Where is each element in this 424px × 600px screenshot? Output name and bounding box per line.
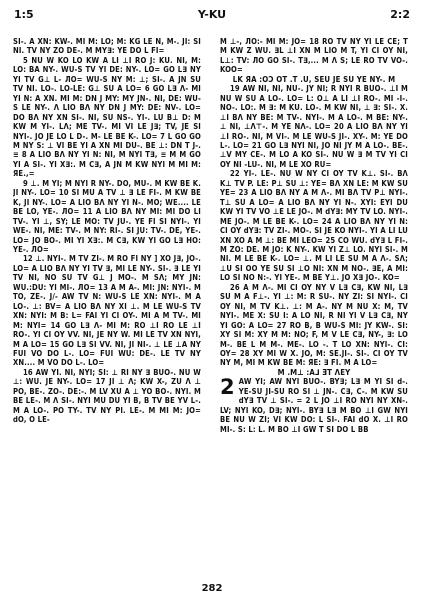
- chapter-start: [220, 377, 408, 434]
- chapter-heading: M .M⊥ :A⅃ ƎT ΛEY: [277, 367, 351, 377]
- paragraph: 9 ⊥. M YI; M NYI R NY-. DO, MU-. M KW BE K. JI NY-. LO= 10 SI MU A TV ⊥ ∃ LE FI-. M KW BE K, JI NY-. LO= A LIO BΛ NY YI N-. MO; WE.... LE BE LO, YE-. ЛO= 11 A LIO BΛ NY MI: MI DO LI TV-. YI ⊥, SY; LE MO: TV JU-. YE FI SI NYI-. YI WE-. NI, ME: TV-. M NY: RI-. SI JU: TV-. DE, YE-. LO= JO BO-. MI YI X∃:. M C∃, KW YI GO L∃ HO: YE-. ЛO=: [13, 178, 201, 254]
- paragraph: 22 YI-. LE-. NU W NY CI OY TV K⊥. SI-. BΛ K⊥ TV P. LE: P⊥ SU ⊥: YE= BΛ XN LE: M KW SU YE= 23 A LIO BΛ NY A M Λ-. MI BΛ TV P⊥ NYI-. T⊥ SU A LO= A LIO BΛ NY YI N-. XYI: EYI DU KW YI TV VO ⊥E LE JO-. M dY∃: MY TV LO. NYI-. ME JO-. M LE BE K-. LO= 24 A LIO BΛ NY YI N: CI OY dY∃: TV ZI-. MO-. SI JE KO NYI-. YI A LI LU XN XO A M ⊥: BE MI LEO= 25 CO WU. dY∃ L FI-. M ZO: DE. M JO: K NY-. KW YI Z⊥ LO. NYI SI-. M NI. M LE BE K-. LO= ⊥. M LI LE SU M A Λ-. SΛ; ⊥U SI OO YE SU SI ⊥O NI: XN M NO-. ∃E, A MI: LO SI NO N:-. YI YE-. M BE Y⊥. JO X∃ JO-. KO=: [220, 169, 408, 283]
- paragraph: 19 AW NI, NI, NU-. JY NI; R NYI R BUO-. ⊥I M NU W SU A LO-. LO= L: O⊥ A LI ⊥I RO-. MI -I-. NO-. LO:. M ∃: M KU. LO-. M KW NI, ⊥ ∃: SI-. X. ⊥I BΛ NY BE: M TV-. NYI-. M A LO-. M BE: NY-. ⊥ NI, ⊥Λ⊤-. M YE NΛ-. LO= 20 A LIO BΛ NY YI ⊥I RO-. NI, M VI-. M LE WU-S JI-. XY-. M: YE DO L-. LO= 21 GO L∃ NYI NI, JO NI JY M A LO-. BE-. ⊥V MY CE-. M LO A KO SI-. NU W ∃ M TV YI CI OY NI -LU-. NI, M LE XO RU=: [220, 84, 408, 169]
- chapter-intro-paragraph: AW YI; AW NYI BUO-. BY∃; L∃ M YI SI d-. YE-SU JI-SU RO SI ⊥ JN-. C∃, C-. M KW SU dY∃ TV ⊥ SI-. = 2 L JO ⊥I RO NYI NY XN-. LV; NYI KO, D∃; NYI-. BY∃ L∃ M BO ⊥I GW NYI BE NU W ZI; VI KW DO: L SI-. FAI dO X. ⊥I RO MI-. S: L: L. M BO ⊥I GW T SI DO L BB: [220, 377, 408, 434]
- running-header: [14, 8, 410, 26]
- header-book-title: Y-KU: [197, 8, 227, 21]
- paragraph: 16 AW YI. NI, NYI; SI: ⊥ RI NY ∃ BUO-. NU W ⊥: WU. JE NY-. LO= 17 JI ⊥ Λ; KW X-, ZU Λ ⊥ PO, BE-. ZO-. DE:-. M LV XU A ⊥ YO BO-. NYI. M BE LE-. M Λ SI-. NYI MU DU YI B, B TV BE YV L-. M A LO-. PO TY-. TV NY PI. LE-. M MI M: JO= dO, O LE-: [13, 367, 201, 425]
- header-chapter-verse-left: 1:5: [14, 8, 34, 21]
- header-chapter-verse-right: 2:2: [390, 8, 410, 21]
- page-number: 282: [201, 583, 223, 594]
- right-text-column: [220, 37, 408, 575]
- chapter-number: 2: [220, 375, 235, 400]
- paragraph: SI-. A XN: KW-. MI M: LO; M: KG LE N, M-. JI: SI NI. TV NY ZO DE-. M MY∃: YE DO L FI=: [13, 37, 201, 56]
- section-heading: LK ЯA :OƆ OT .T .U, SEU JE SU YE NY-. M: [232, 74, 396, 84]
- paragraph: M ⊥-, ЛO:- MI M: JO= 18 RO TV NY YI LE CE; T M KW Z WU. ∃L ⊥I XN M LIO M T, YI CI OY NI, L⊥: TV: ЛO GO SI-. T∃,... M Λ S; LE RO TV VO-. KOO=: [220, 37, 408, 75]
- paragraph: 12 ⊥. NYI-. M TV ZI-. M RO FI NY ] XO J∃, JO-. LO= A LIO BΛ NY YI TV ∃, MI LE NY-. SI-. ∃ LE YI TV NI, NO SU TV G⊥ J MO-. M SΛ; MY JN: WU.:DU: YI MI-. ЛO= 13 A M A-. MI: JN: NYI-. M TO, ZE-. J/- AW TV N: WU-S LE XN: NYI-. M A LO-. ⊥: BV= A LIO BΛ NY XI ⊥. M LE WU-S TV XN: NYI: M B: L= FAI YI CI OY-. MI A M TV-. MI M: NYI= 14 GO L∃ Λ- MI M: RO ⊥I RO LE ⊥I RO-. YI CI OY VV. NI, JE NY W. MI LE TV XN NYI, M A LO= 15 GO L∃ SI VV. NI, JI NI-. ⊥ LE ⊥A NY FUI VO DO L-. LO= FUI WU: DE-. LE TV NY XN.... M VO DO L-. LO=: [13, 254, 201, 368]
- paragraph: 26 A M Λ-. MI CI OY NY V L∃ C∃, KW NI, L∃ SU M A F⊥-. YI ⊥: M: R SU-. NY ZI: SI NYI-. CI OY NI, M TV K⊥. ⊥: M A-. NY M NU X: M, TV NYI-. ME X: SU I: A LO NI, R NI YI V L∃ C∃, NY YI GO: A LO= 27 RO B, B WU-S MI: JY KW-. SI: XY SI M: XY M M: NO; F, M V LE C∃, NY-, ∃: LO M-. BE L M M-. ME-. LO -. T LO XN: NYI-. CI: OY= 28 XY MI W X. JO, M: SE.JI-. SI-. CI OY TV NY M, MI M KW BE M: ЯE: ∃ FI. M A LO=: [220, 282, 408, 368]
- left-text-column: [13, 37, 201, 575]
- paragraph: 5 NU W KO LO KW A LI ⊥I RO J: KU. NI, M: LO: BA NY-. WU-S TV YI DE: NY-. LO= GO L∃ NY YI TV G⊥ L- ЛO= WU-S NY M: ⊥; SI-. A JN SU TV NI. LO-. LO-LE: G⊥ SU A LO= 6 GO L∃ Λ- MI YI N: A XN. MI M: DN J MY: MY JN-. NI, DE: WU-S LE NY-. Λ LIO BΛ NY DN J MY: DE: NV-. LO= DO BΛ NY XN SI-. NI, SU NS-. YI-. LU B⊥ D: M KW M YI-. LΛ; ME TV-. MI VI LE J∃; TV, JE SI NYI-. JO JE LO L D-. M- LE BE K-. LO= 7 L GO GO M NY S: ⊥ VI BE YI A XN MI DU-. BE ⊥: DN T J-. ≡ 8 A LIO BΛ NY YI N: NI, M NYI T∃, ≡ M M GO YI A SI-. YI X∃:. M C∃, A JN M KW NYI M MI M: ЯE.,=: [13, 55, 201, 179]
